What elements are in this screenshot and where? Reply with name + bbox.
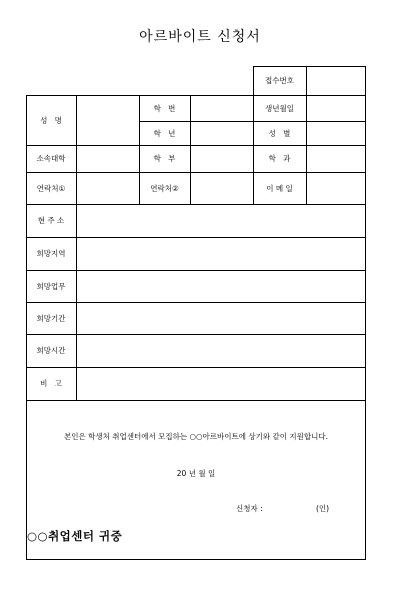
rule-row11 bbox=[26, 400, 366, 401]
field-email[interactable] bbox=[307, 173, 365, 204]
addressee: ○○취업센터 귀중 bbox=[27, 529, 123, 543]
application-form bbox=[26, 66, 366, 560]
label-address: 현 주 소 bbox=[37, 216, 65, 225]
rule-bottom bbox=[26, 559, 366, 560]
field-contact1[interactable] bbox=[77, 173, 139, 204]
field-college[interactable] bbox=[77, 146, 139, 172]
applicant-label: 신청자 : bbox=[236, 504, 263, 513]
label-contact2: 연락처② bbox=[150, 183, 179, 193]
applicant-signature-field[interactable] bbox=[272, 500, 312, 514]
label-receipt-no: 접수번호 bbox=[265, 76, 294, 85]
field-receipt-no[interactable] bbox=[307, 67, 365, 95]
label-grade: 학 년 bbox=[153, 128, 176, 138]
field-name[interactable] bbox=[77, 96, 139, 145]
field-student-id[interactable] bbox=[191, 96, 253, 121]
seal-mark: (인) bbox=[316, 504, 330, 513]
label-contact1: 연락처① bbox=[36, 183, 66, 193]
field-desired-time[interactable] bbox=[77, 335, 365, 367]
form-title: 아르바이트 신청서 bbox=[139, 29, 261, 45]
label-department: 학 과 bbox=[268, 154, 291, 163]
field-department[interactable] bbox=[307, 146, 365, 172]
label-gender: 성 별 bbox=[268, 128, 291, 138]
label-desired-region: 희망지역 bbox=[36, 249, 66, 258]
label-email: 이 메 일 bbox=[266, 183, 293, 193]
field-faculty[interactable] bbox=[191, 146, 253, 172]
field-birth-date[interactable] bbox=[307, 96, 365, 121]
date-line: 20 년 월 일 bbox=[176, 469, 216, 478]
application-statement: 본인은 학생처 취업센터에서 모집하는 ○○아르바이트에 상기와 같이 지원합니다. bbox=[64, 432, 328, 441]
rule-right bbox=[365, 66, 366, 560]
label-student-id: 학 번 bbox=[153, 103, 176, 113]
field-gender[interactable] bbox=[307, 122, 365, 145]
field-address[interactable] bbox=[77, 205, 365, 237]
label-desired-job: 희망업무 bbox=[36, 281, 66, 291]
label-name: 성 명 bbox=[40, 115, 62, 125]
label-desired-time: 희망시간 bbox=[36, 346, 66, 355]
label-birth-date: 생년월일 bbox=[265, 103, 294, 113]
field-grade[interactable] bbox=[191, 122, 253, 145]
label-college: 소속대학 bbox=[36, 154, 66, 163]
field-desired-period[interactable] bbox=[77, 303, 365, 334]
field-desired-region[interactable] bbox=[77, 238, 365, 270]
label-remarks: 비 고 bbox=[40, 379, 62, 388]
field-desired-job[interactable] bbox=[77, 271, 365, 302]
label-faculty: 학 부 bbox=[153, 154, 176, 163]
label-desired-period: 희망기간 bbox=[36, 313, 66, 323]
field-remarks[interactable] bbox=[77, 368, 365, 400]
field-contact2[interactable] bbox=[191, 173, 253, 204]
